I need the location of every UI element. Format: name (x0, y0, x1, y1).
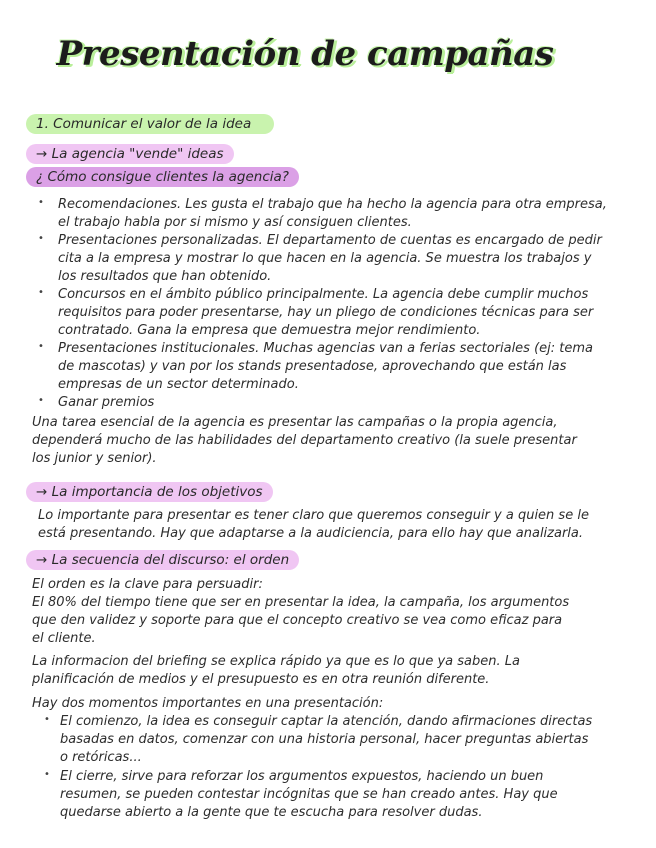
paragraph-line: el cliente. (32, 631, 96, 646)
bullet-line: resumen, se pueden contestar incógnitas que se han creado antes. Hay que (60, 787, 558, 802)
bullet-line: los resultados que han obtenido. (58, 269, 272, 284)
bullet-line: basadas en datos, comenzar con una historia personal, hacer preguntas abiertas (60, 732, 589, 747)
bullet-line: Concursos en el ámbito público principalmente. La agencia debe cumplir muchos (58, 287, 589, 302)
paragraph-line: La informacion del briefing se explica rápido ya que es lo que ya saben. La (32, 654, 520, 669)
bullet-line: requisitos para poder presentarse, hay un pliego de condiciones técnicas para ser (58, 305, 594, 320)
bullet-line: el trabajo habla por si mismo y así consiguen clientes. (58, 215, 412, 230)
bullet-icon: • (44, 769, 50, 780)
page-title: Presentación de campañas (56, 34, 554, 74)
bullet-line: cita a la empresa y mostrar lo que hacen en la agencia. Se muestra los trabajos y (58, 251, 592, 266)
paragraph-line: planificación de medios y el presupuesto es en otra reunión diferente. (32, 672, 490, 687)
bullet-icon: • (38, 341, 44, 352)
bullet-line: Presentaciones institucionales. Muchas agencias van a ferias sectoriales (ej: tema (58, 341, 594, 356)
bullet-line: contratado. Gana la empresa que demuestra mejor rendimiento. (58, 323, 481, 338)
paragraph-line: los junior y senior). (32, 451, 157, 466)
bullet-icon: • (44, 714, 50, 725)
bullet-line: El cierre, sirve para reforzar los argumentos expuestos, haciendo un buen (60, 769, 544, 784)
subheading-objectives: → La importancia de los objetivos (26, 482, 273, 502)
subheading-sequence: → La secuencia del discurso: el orden (26, 550, 299, 570)
bullet-icon: • (38, 395, 44, 406)
subheading-agency-sells-ideas: → La agencia "vende" ideas (26, 144, 234, 164)
bullet-line: quedarse abierto a la gente que te escucha para resolver dudas. (60, 805, 483, 820)
paragraph-line: El orden es la clave para persuadir: (32, 577, 263, 592)
bullet-line: Recomendaciones. Les gusta el trabajo que ha hecho la agencia para otra empresa, (58, 197, 607, 212)
paragraph-line: Una tarea esencial de la agencia es presentar las campañas o la propia agencia, (32, 415, 558, 430)
bullet-icon: • (38, 197, 44, 208)
bullet-icon: • (38, 233, 44, 244)
bullet-icon: • (38, 287, 44, 298)
paragraph-line: que den validez y soporte para que el concepto creativo se vea como eficaz para (32, 613, 563, 628)
paragraph-line: El 80% del tiempo tiene que ser en presentar la idea, la campaña, los argumentos (32, 595, 570, 610)
bullet-line: Ganar premios (58, 395, 155, 410)
bullet-line: de mascotas) y van por los stands presentadose, aprovechando que están las (58, 359, 567, 374)
paragraph-line: está presentando. Hay que adaptarse a la audiciencia, para ello hay que analizarla. (38, 526, 584, 541)
question-heading: ¿ Cómo consigue clientes la agencia? (26, 167, 299, 187)
paragraph-line: Hay dos momentos importantes en una presentación: (32, 696, 384, 711)
bullet-line: empresas de un sector determinado. (58, 377, 299, 392)
paragraph-line: dependerá mucho de las habilidades del departamento creativo (la suele presentar (32, 433, 577, 448)
bullet-line: Presentaciones personalizadas. El departamento de cuentas es encargado de pedir (58, 233, 602, 248)
bullet-line: El comienzo, la idea es conseguir captar la atención, dando afirmaciones directas (60, 714, 593, 729)
paragraph-line: Lo importante para presentar es tener claro que queremos conseguir y a quien se le (38, 508, 589, 523)
section-heading-1: 1. Comunicar el valor de la idea (26, 114, 274, 134)
bullet-line: o retóricas... (60, 750, 142, 765)
